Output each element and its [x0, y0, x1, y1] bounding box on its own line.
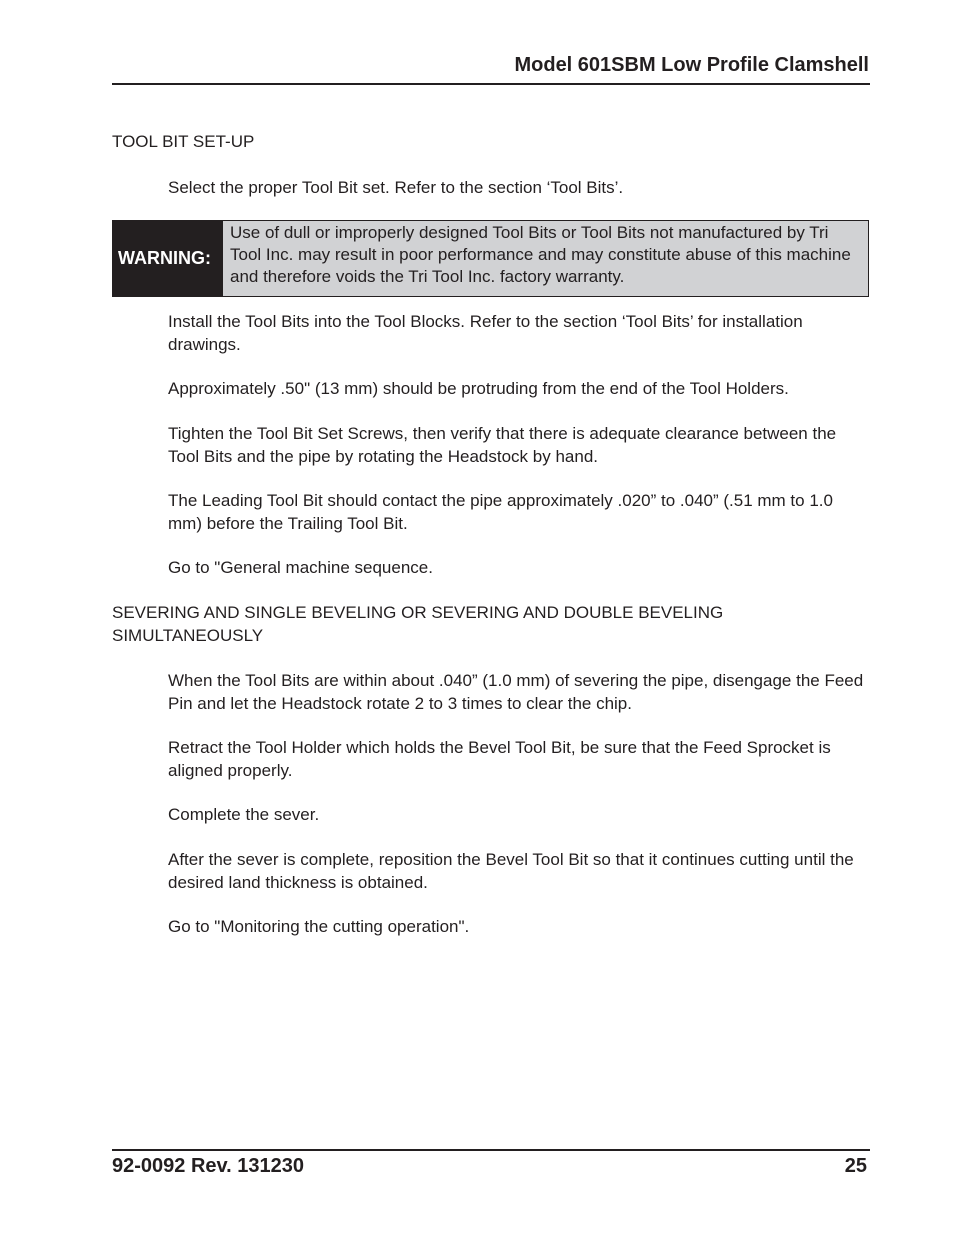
paragraph-goto-monitoring: Go to "Monitoring the cutting operation".: [168, 917, 470, 936]
paragraph-protrusion: Approximately .50" (13 mm) should be protruding from the end of the Tool Holders.: [168, 379, 789, 398]
paragraph-complete-sever: Complete the sever.: [168, 805, 320, 824]
section-heading-tool-bit-setup: TOOL BIT SET-UP: [112, 132, 255, 151]
warning-box: [112, 220, 869, 297]
paragraph-select-tool-bit-set: Select the proper Tool Bit set. Refer to the section ‘Tool Bits’.: [168, 178, 624, 197]
page-header-title: Model 601SBM Low Profile Clamshell: [514, 54, 869, 76]
footer-doc-number: 92-0092 Rev. 131230: [112, 1155, 305, 1177]
paragraph-reposition-bevel: After the sever is complete, reposition the Bevel Tool Bit so that it continues cutting until the desired land thickness is obtained.: [168, 850, 854, 892]
paragraph-disengage-feed-pin: When the Tool Bits are within about .040” (1.0 mm) of severing the pipe, disengage the Feed Pin and let the Headstock rotate 2 to 3 times to clear the chip.: [168, 671, 864, 713]
paragraph-install-tool-bits: Install the Tool Bits into the Tool Blocks. Refer to the section ‘Tool Bits’ for installation drawings.: [168, 312, 803, 354]
footer-rule: [112, 1149, 870, 1151]
paragraph-leading-tool-bit: The Leading Tool Bit should contact the pipe approximately .020” to .040” (.51 mm to 1.0 mm) before the Trailing Tool Bit.: [168, 491, 833, 533]
paragraph-goto-general-sequence: Go to "General machine sequence.: [168, 558, 433, 577]
paragraph-tighten-screws: Tighten the Tool Bit Set Screws, then verify that there is adequate clearance between the Tool Bits and the pipe by rotating the Headstock by hand.: [168, 424, 837, 466]
warning-label: WARNING:: [113, 221, 223, 296]
header-rule: [112, 83, 870, 85]
footer-page-number: 25: [844, 1155, 867, 1177]
section-heading-severing-beveling: SEVERING AND SINGLE BEVELING OR SEVERING AND DOUBLE BEVELING SIMULTANEOUSLY: [112, 603, 724, 645]
warning-text: Use of dull or improperly designed Tool Bits or Tool Bits not manufactured by Tri Tool Inc. may result in poor performance and may constitute abuse of this machine and therefore voids the Tri Tool Inc. factory warranty.: [223, 221, 868, 296]
paragraph-retract-tool-holder: Retract the Tool Holder which holds the Bevel Tool Bit, be sure that the Feed Sprocket is aligned properly.: [168, 738, 831, 780]
